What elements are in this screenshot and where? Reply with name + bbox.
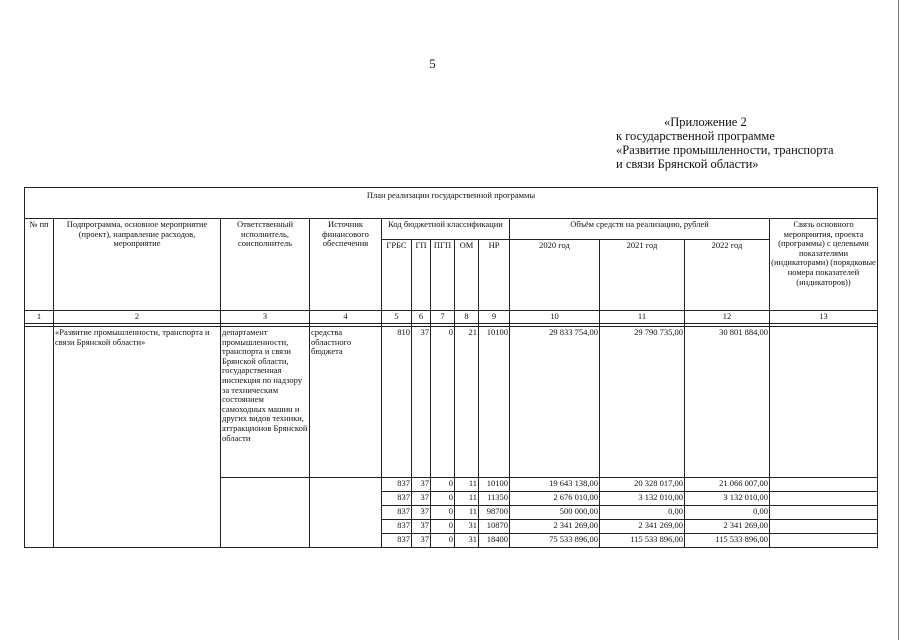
value-2020-cell: 29 833 754,00	[510, 327, 600, 478]
column-number: 5	[382, 311, 412, 324]
header-pgp: ПГП	[431, 240, 455, 311]
om-cell: 31	[455, 520, 479, 534]
header-2021: 2021 год	[600, 240, 685, 311]
value-2022-cell: 21 066 007,00	[685, 478, 770, 492]
column-number: 1	[25, 311, 54, 324]
column-number: 10	[510, 311, 600, 324]
value-2020-cell: 2 676 010,00	[510, 492, 600, 506]
header-om: ОМ	[455, 240, 479, 311]
value-2022-cell: 115 533 896,00	[685, 534, 770, 548]
om-cell: 21	[455, 327, 479, 478]
value-2020-cell: 500 000,00	[510, 506, 600, 520]
source-cell-continued	[310, 478, 382, 548]
grbs-cell: 837	[382, 478, 412, 492]
source-cell: средства областного бюджета	[310, 327, 382, 478]
nr-cell: 10870	[479, 520, 510, 534]
header-budget-code: Код бюджетной классификации	[382, 219, 510, 240]
value-2022-cell: 0,00	[685, 506, 770, 520]
gp-cell: 37	[412, 534, 431, 548]
link-cell	[770, 506, 878, 520]
value-2021-cell: 29 790 735,00	[600, 327, 685, 478]
column-number: 11	[600, 311, 685, 324]
nr-cell: 98700	[479, 506, 510, 520]
grbs-cell: 837	[382, 506, 412, 520]
om-cell: 11	[455, 478, 479, 492]
header-grbs: ГРБС	[382, 240, 412, 311]
table-title: План реализации государственной программы	[25, 188, 878, 219]
header-2022: 2022 год	[685, 240, 770, 311]
scan-edge-line	[898, 0, 899, 640]
header-funds: Объём средств на реализацию, рублей	[510, 219, 770, 240]
appendix-line: «Приложение 2	[664, 115, 747, 129]
column-number: 8	[455, 311, 479, 324]
row-num-cell	[25, 327, 54, 548]
value-2021-cell: 0,00	[600, 506, 685, 520]
subprogram-cell: «Развитие промышленности, транспорта и связи Брянской области»	[54, 327, 221, 548]
pgp-cell: 0	[431, 327, 455, 478]
column-number: 13	[770, 311, 878, 324]
grbs-cell: 837	[382, 534, 412, 548]
link-cell	[770, 520, 878, 534]
value-2020-cell: 19 643 138,00	[510, 478, 600, 492]
nr-cell: 11350	[479, 492, 510, 506]
header-subprogram: Подпрограмма, основное мероприятие (проект), направление расходов, мероприятие	[54, 219, 221, 311]
appendix-line: «Развитие промышленности, транспорта	[616, 143, 834, 157]
header-num: № пп	[25, 219, 54, 311]
column-number: 3	[221, 311, 310, 324]
responsible-cell-continued	[221, 478, 310, 548]
om-cell: 11	[455, 506, 479, 520]
header-2020: 2020 год	[510, 240, 600, 311]
column-number: 6	[412, 311, 431, 324]
column-number: 12	[685, 311, 770, 324]
value-2021-cell: 115 533 896,00	[600, 534, 685, 548]
header-source: Источник финансового обеспечения	[310, 219, 382, 311]
grbs-cell: 837	[382, 492, 412, 506]
page-number: 5	[429, 56, 436, 71]
value-2021-cell: 3 132 010,00	[600, 492, 685, 506]
link-cell	[770, 534, 878, 548]
column-number: 9	[479, 311, 510, 324]
header-responsible: Ответственный исполнитель, соисполнитель	[221, 219, 310, 311]
value-2020-cell: 2 341 269,00	[510, 520, 600, 534]
column-number: 2	[54, 311, 221, 324]
value-2022-cell: 3 132 010,00	[685, 492, 770, 506]
implementation-plan-table	[24, 187, 878, 548]
om-cell: 11	[455, 492, 479, 506]
gp-cell: 37	[412, 506, 431, 520]
gp-cell: 37	[412, 520, 431, 534]
appendix-line: и связи Брянской области»	[616, 157, 759, 171]
link-cell	[770, 492, 878, 506]
om-cell: 31	[455, 534, 479, 548]
pgp-cell: 0	[431, 478, 455, 492]
column-number-row	[25, 311, 878, 324]
appendix-heading	[616, 115, 834, 171]
value-2022-cell: 30 801 884,00	[685, 327, 770, 478]
responsible-cell: департамент промышленности, транспорта и связи Брянской области, государственная инспекция по надзору за техническим состоянием самоходных машин и других видов техники, аттракционов Брянской области	[221, 327, 310, 478]
pgp-cell: 0	[431, 492, 455, 506]
value-2021-cell: 2 341 269,00	[600, 520, 685, 534]
grbs-cell: 810	[382, 327, 412, 478]
value-2020-cell: 75 533 896,00	[510, 534, 600, 548]
nr-cell: 10100	[479, 327, 510, 478]
appendix-line: к государственной программе	[616, 129, 775, 143]
gp-cell: 37	[412, 492, 431, 506]
table-row	[25, 327, 878, 478]
link-cell	[770, 327, 878, 478]
nr-cell: 10100	[479, 478, 510, 492]
pgp-cell: 0	[431, 506, 455, 520]
grbs-cell: 837	[382, 520, 412, 534]
column-number: 4	[310, 311, 382, 324]
header-link: Связь основного мероприятия, проекта (программы) с целевыми показателями (индикаторами) (порядковые номера показателей (индикаторов))	[770, 219, 878, 311]
value-2022-cell: 2 341 269,00	[685, 520, 770, 534]
header-gp: ГП	[412, 240, 431, 311]
pgp-cell: 0	[431, 520, 455, 534]
column-number: 7	[431, 311, 455, 324]
nr-cell: 18400	[479, 534, 510, 548]
value-2021-cell: 20 328 017,00	[600, 478, 685, 492]
link-cell	[770, 478, 878, 492]
pgp-cell: 0	[431, 534, 455, 548]
gp-cell: 37	[412, 478, 431, 492]
gp-cell: 37	[412, 327, 431, 478]
header-nr: НР	[479, 240, 510, 311]
